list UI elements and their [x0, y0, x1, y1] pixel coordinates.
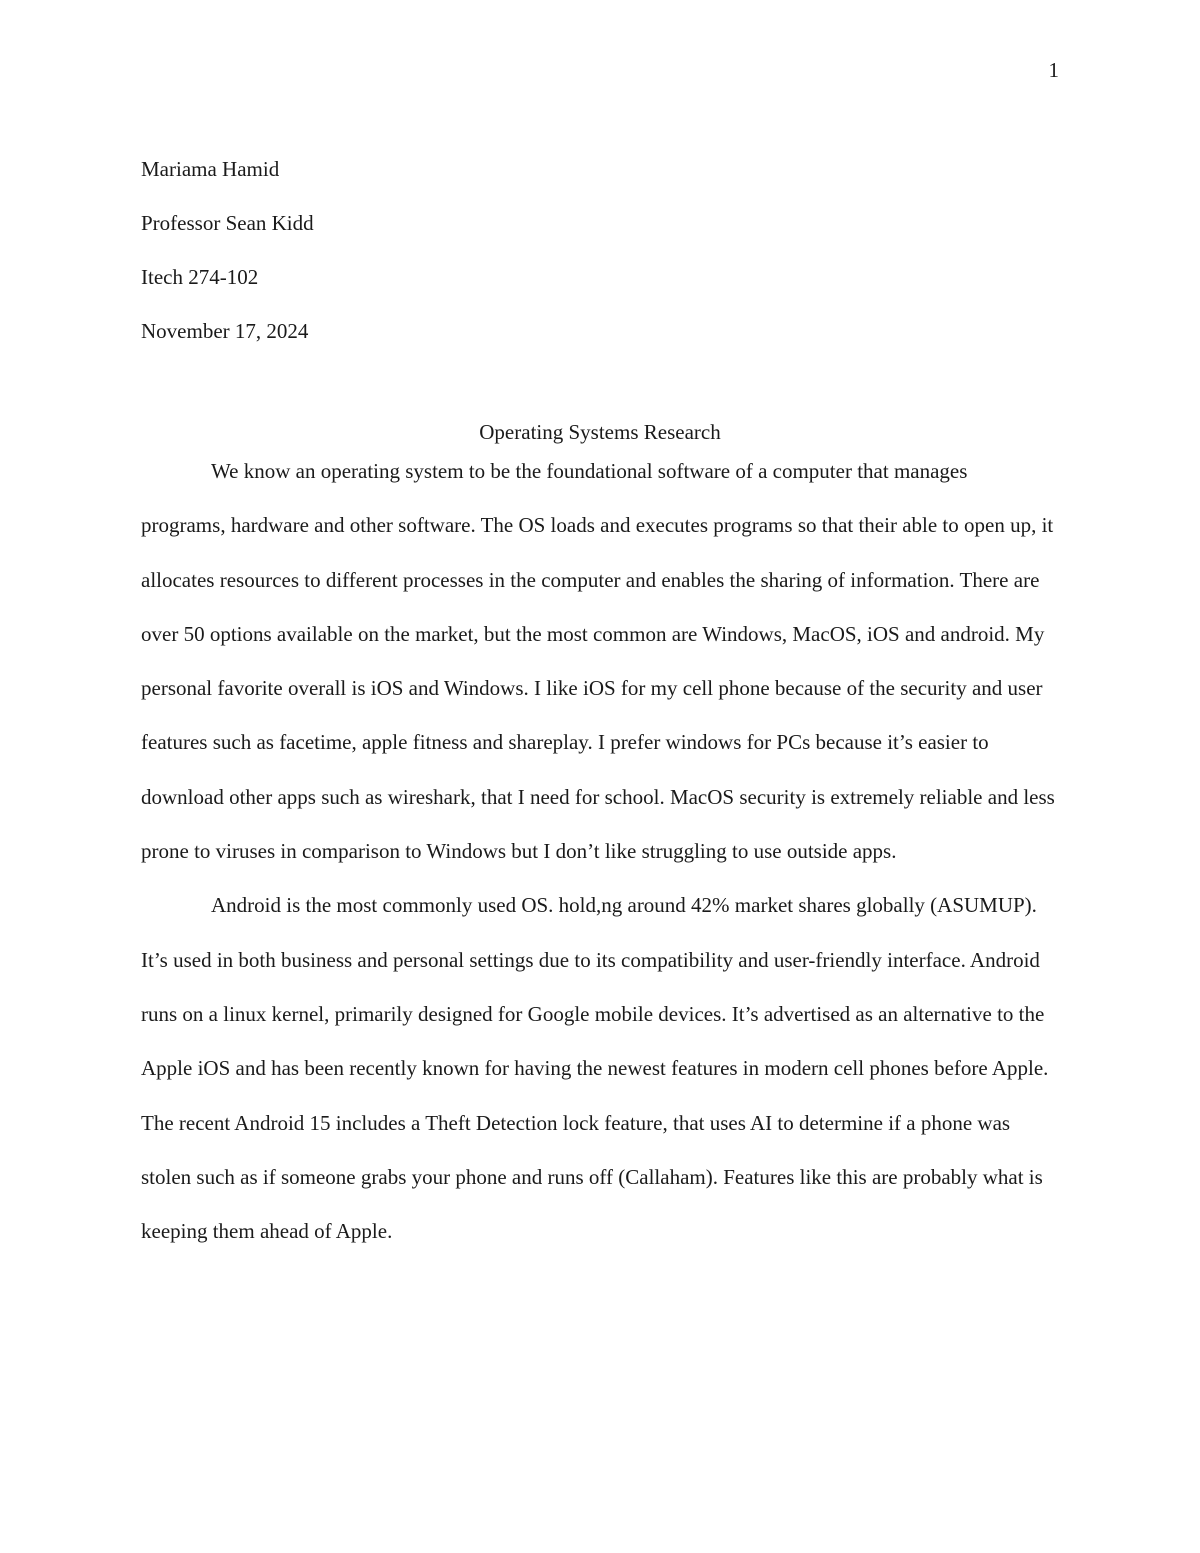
document-body — [141, 444, 1057, 1258]
header-block — [141, 142, 1061, 358]
instructor-name: Professor Sean Kidd — [141, 211, 314, 235]
author-name: Mariama Hamid — [141, 157, 280, 181]
body-paragraph: Android is the most commonly used OS. hold,ng around 42% market shares globally (ASUMUP). It’s used in both business and personal settings due to its compatibility and user-friendly interface. Android runs on a linux kernel, primarily designed for Google mobile devices. It’s advertised as an alternative to the Apple iOS and has been recently known for having the newest features in modern cell phones before Apple. The recent Android 15 includes a Theft Detection lock feature, that uses AI to determine if a phone was stolen such as if someone grabs your phone and runs off (Callaham). Features like this are probably what is keeping them ahead of Apple. — [141, 893, 1049, 1244]
page-number: 1 — [1048, 58, 1059, 82]
body-paragraph: We know an operating system to be the foundational software of a computer that manages programs, hardware and other software. The OS loads and executes programs so that their able to open up, it allocates resources to different processes in the computer and enables the sharing of information. There are over 50 options available on the market, but the most common are Windows, MacOS, iOS and android. My personal favorite overall is iOS and Windows. I like iOS for my cell phone because of the security and user features such as facetime, apple fitness and shareplay. I prefer windows for PCs because it’s easier to download other apps such as wireshark, that I need for school. MacOS security is extremely reliable and less prone to viruses in comparison to Windows but I don’t like struggling to use outside apps. — [141, 459, 1055, 864]
document-title: Operating Systems Research — [479, 420, 721, 444]
course-name: Itech 274-102 — [141, 265, 259, 289]
submission-date: November 17, 2024 — [141, 319, 309, 343]
